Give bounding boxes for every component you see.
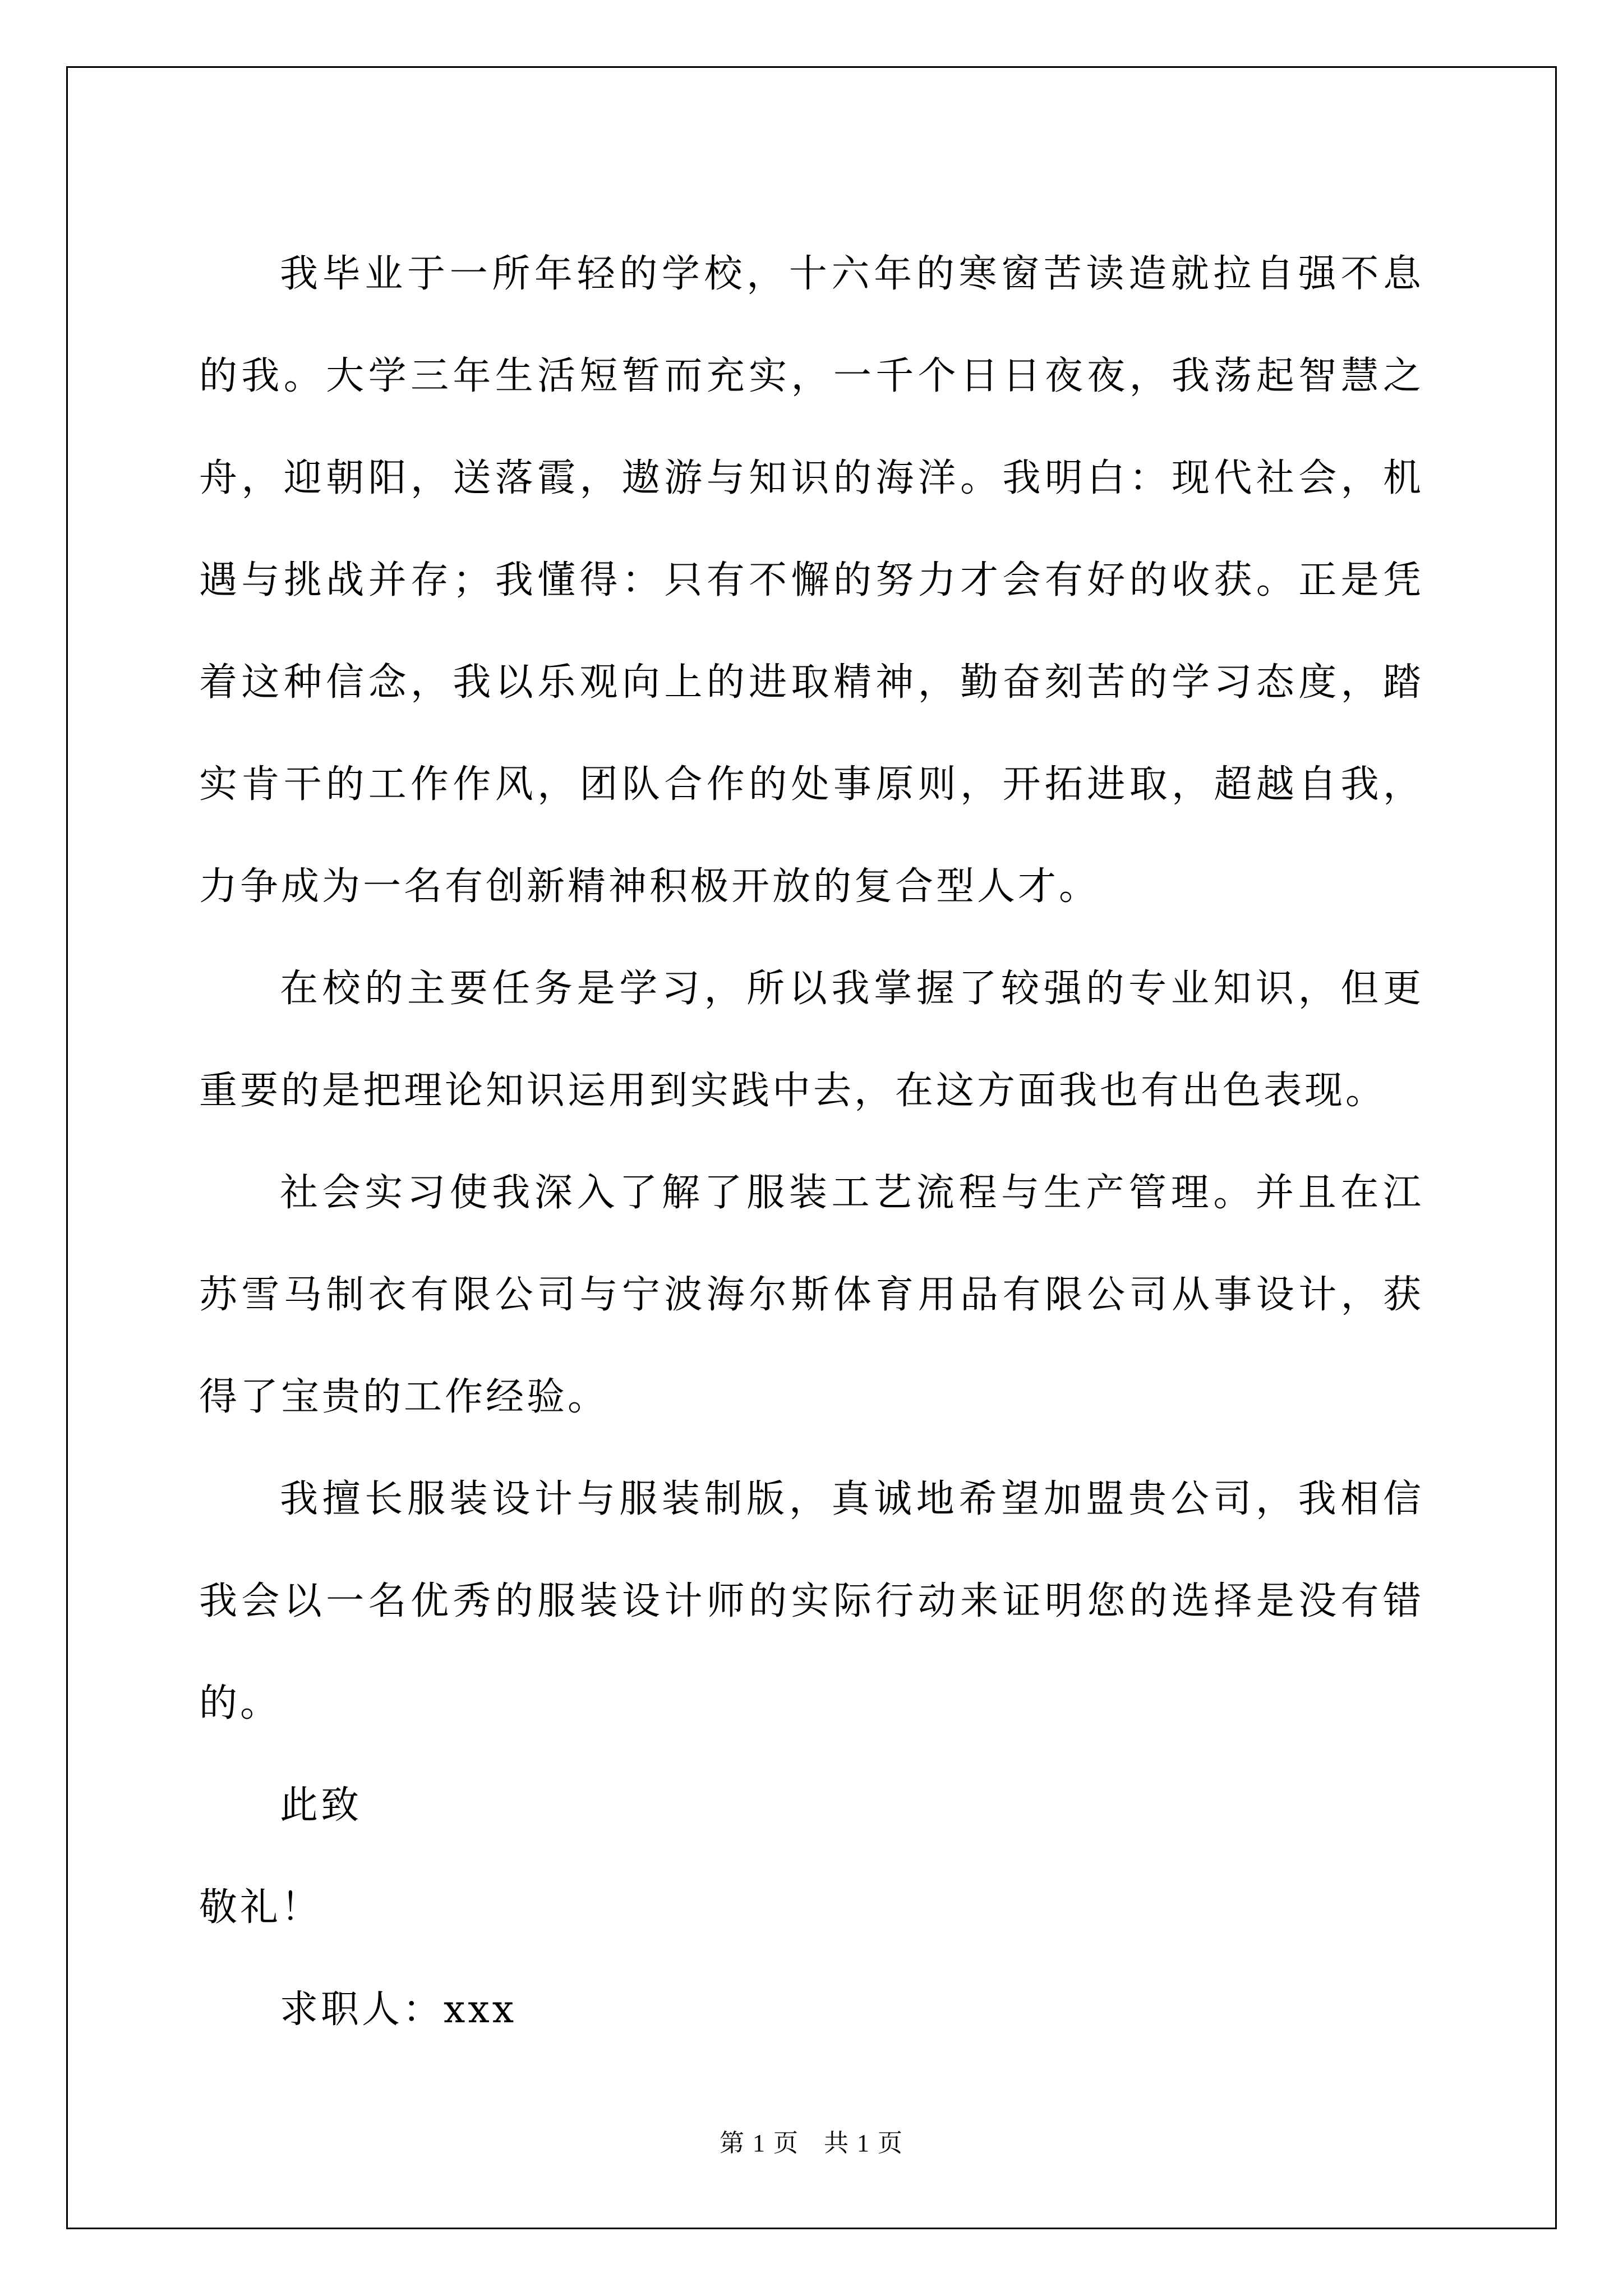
paragraph-internship: 社会实习使我深入了解了服装工艺流程与生产管理。并且在江苏雪马制衣有限公司与宁波海尔斯体育用品有限公司从事设计，获得了宝贵的工作经验。: [199, 1171, 1424, 1419]
paragraph-study: 在校的主要任务是学习，所以我掌握了较强的专业知识，但更重要的是把理论知识运用到实践中去，在这方面我也有出色表现。: [199, 967, 1424, 1113]
paragraph-intro: 我毕业于一所年轻的学校，十六年的寒窗苦读造就拉自强不息的我。大学三年生活短暂而充实，一千个日日夜夜，我荡起智慧之舟，迎朝阳，送落霞，遨游与知识的海洋。我明白：现代社会，机遇与挑战并存；我懂得：只有不懈的努力才会有好的收获。正是凭着这种信念，我以乐观向上的进取精神，勤奋刻苦的学习态度，踏实肯干的工作作风，团队合作的处事原则，开拓进取，超越自我，力争成为一名有创新精神积极开放的复合型人才。: [199, 252, 1424, 909]
paragraph-skills: 我擅长服装设计与服装制版，真诚地希望加盟贵公司，我相信我会以一名优秀的服装设计师的实际行动来证明您的选择是没有错的。: [199, 1477, 1424, 1726]
signature-applicant: 求职人：xxx: [280, 1987, 517, 2032]
page-number-total: 共 1 页: [824, 2129, 903, 2157]
page-footer: [0, 2128, 1623, 2159]
closing-cizhi: 此致: [280, 1783, 362, 1828]
letter-body: [199, 223, 1424, 2061]
closing-salutation: 敬礼！: [199, 1885, 322, 1930]
page-number-current: 第 1 页: [720, 2129, 799, 2157]
